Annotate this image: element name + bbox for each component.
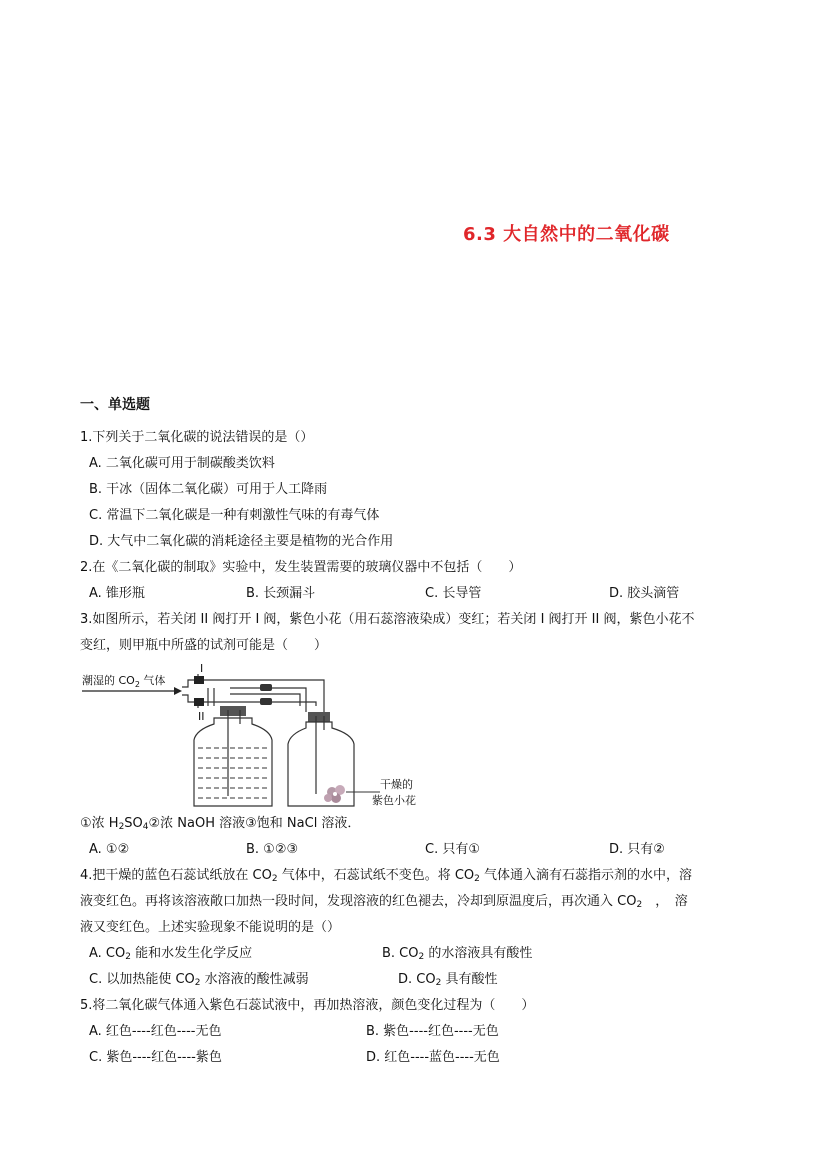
q3-reagents: ①浓 $H_2SO_4②$浓 NaOH 溶液③饱和 NaCl 溶液． [80,816,361,832]
valve-ii[interactable] [194,698,204,706]
q3-apparatus-diagram [80,660,432,812]
q4-stem-line2: 液变红色。再将该溶液敞口加热一段时间，发现溶液的红色褪去，冷却到原温度后，再次通入 $CO_2$ ， 溶 [80,894,688,910]
diagram-gas-label: 潮湿的 $CO_2$ 气体 [82,674,166,689]
q1-stem: 1.下列关于二氧化碳的说法错误的是（） [80,430,314,445]
q5-option-d[interactable]: D. 红色----蓝色----无色 [366,1050,500,1065]
q5-option-b[interactable]: B. 紫色----红色----无色 [366,1024,499,1039]
q4-stem-line1: 4.把干燥的蓝色石蕊试纸放在 $CO_2$ 气体中，石蕊试纸不变色。将 $CO_2$ 气体通入滴有石蕊指示剂的水中，溶 [80,868,693,884]
q3-option-d[interactable]: D. 只有② [609,842,665,857]
diagram-arrow-head [174,687,182,695]
q3-option-a[interactable]: A. ①② [89,842,130,857]
tube-connector [260,698,272,705]
q1-option-d[interactable]: D. 大气中二氧化碳的消耗途径主要是植物的光合作用 [89,534,394,549]
q4-option-c[interactable]: C. 以加热能使 $CO_2$ 水溶液的酸性减弱 [89,972,309,988]
bottle-a [194,706,272,806]
q1-option-c[interactable]: C. 常温下二氧化碳是一种有刺激性气味的有毒气体 [89,508,380,523]
section-heading: 一、单选题 [80,397,150,413]
q1-option-b[interactable]: B. 干冰（固体二氧化碳）可用于人工降雨 [89,482,328,497]
q5-option-a[interactable]: A. 红色----红色----无色 [89,1024,222,1039]
q1-option-a[interactable]: A. 二氧化碳可用于制碳酸类饮料 [89,456,275,471]
q4-option-b[interactable]: B. $CO_2$ 的水溶液具有酸性 [382,946,533,962]
q3-option-c[interactable]: C. 只有① [425,842,480,857]
q3-stem-line2: 变红，则甲瓶中所盛的试剂可能是（ ） [80,638,328,653]
tube-connector [260,684,272,691]
diagram-valve-i-label: I [200,662,204,675]
q2-stem: 2.在《二氧化碳的制取》实验中，发生装置需要的玻璃仪器中不包括（ ） [80,560,522,575]
q2-option-b[interactable]: B. 长颈漏斗 [246,586,316,601]
q4-option-d[interactable]: D. $CO_2$ 具有酸性 [398,972,498,988]
q3-stem-line1: 3.如图所示，若关闭 II 阀打开 I 阀，紫色小花（用石蕊溶液染成）变红；若关闭 I 阀打开 II 阀，紫色小花不 [80,612,695,627]
q2-option-c[interactable]: C. 长导管 [425,586,482,601]
page-title: 6.3 大自然中的二氧化碳 [463,224,670,245]
valve-i[interactable] [194,676,204,684]
diagram-flower-label-2: 紫色小花 [372,794,416,807]
q2-option-a[interactable]: A. 锥形瓶 [89,586,145,601]
q3-option-b[interactable]: B. ①②③ [246,842,299,857]
diagram-flower-label-1: 干燥的 [380,778,413,791]
q4-stem-line3: 液又变红色。上述实验现象不能说明的是（） [80,920,341,935]
q5-stem: 5.将二氧化碳气体通入紫色石蕊试液中，再加热溶液，颜色变化过程为（ ） [80,998,535,1013]
diagram-valve-ii-label: II [198,710,205,723]
q2-option-d[interactable]: D. 胶头滴管 [609,586,680,601]
q4-option-a[interactable]: A. $CO_2$ 能和水发生化学反应 [89,946,253,962]
q5-option-c[interactable]: C. 紫色----红色----紫色 [89,1050,222,1065]
